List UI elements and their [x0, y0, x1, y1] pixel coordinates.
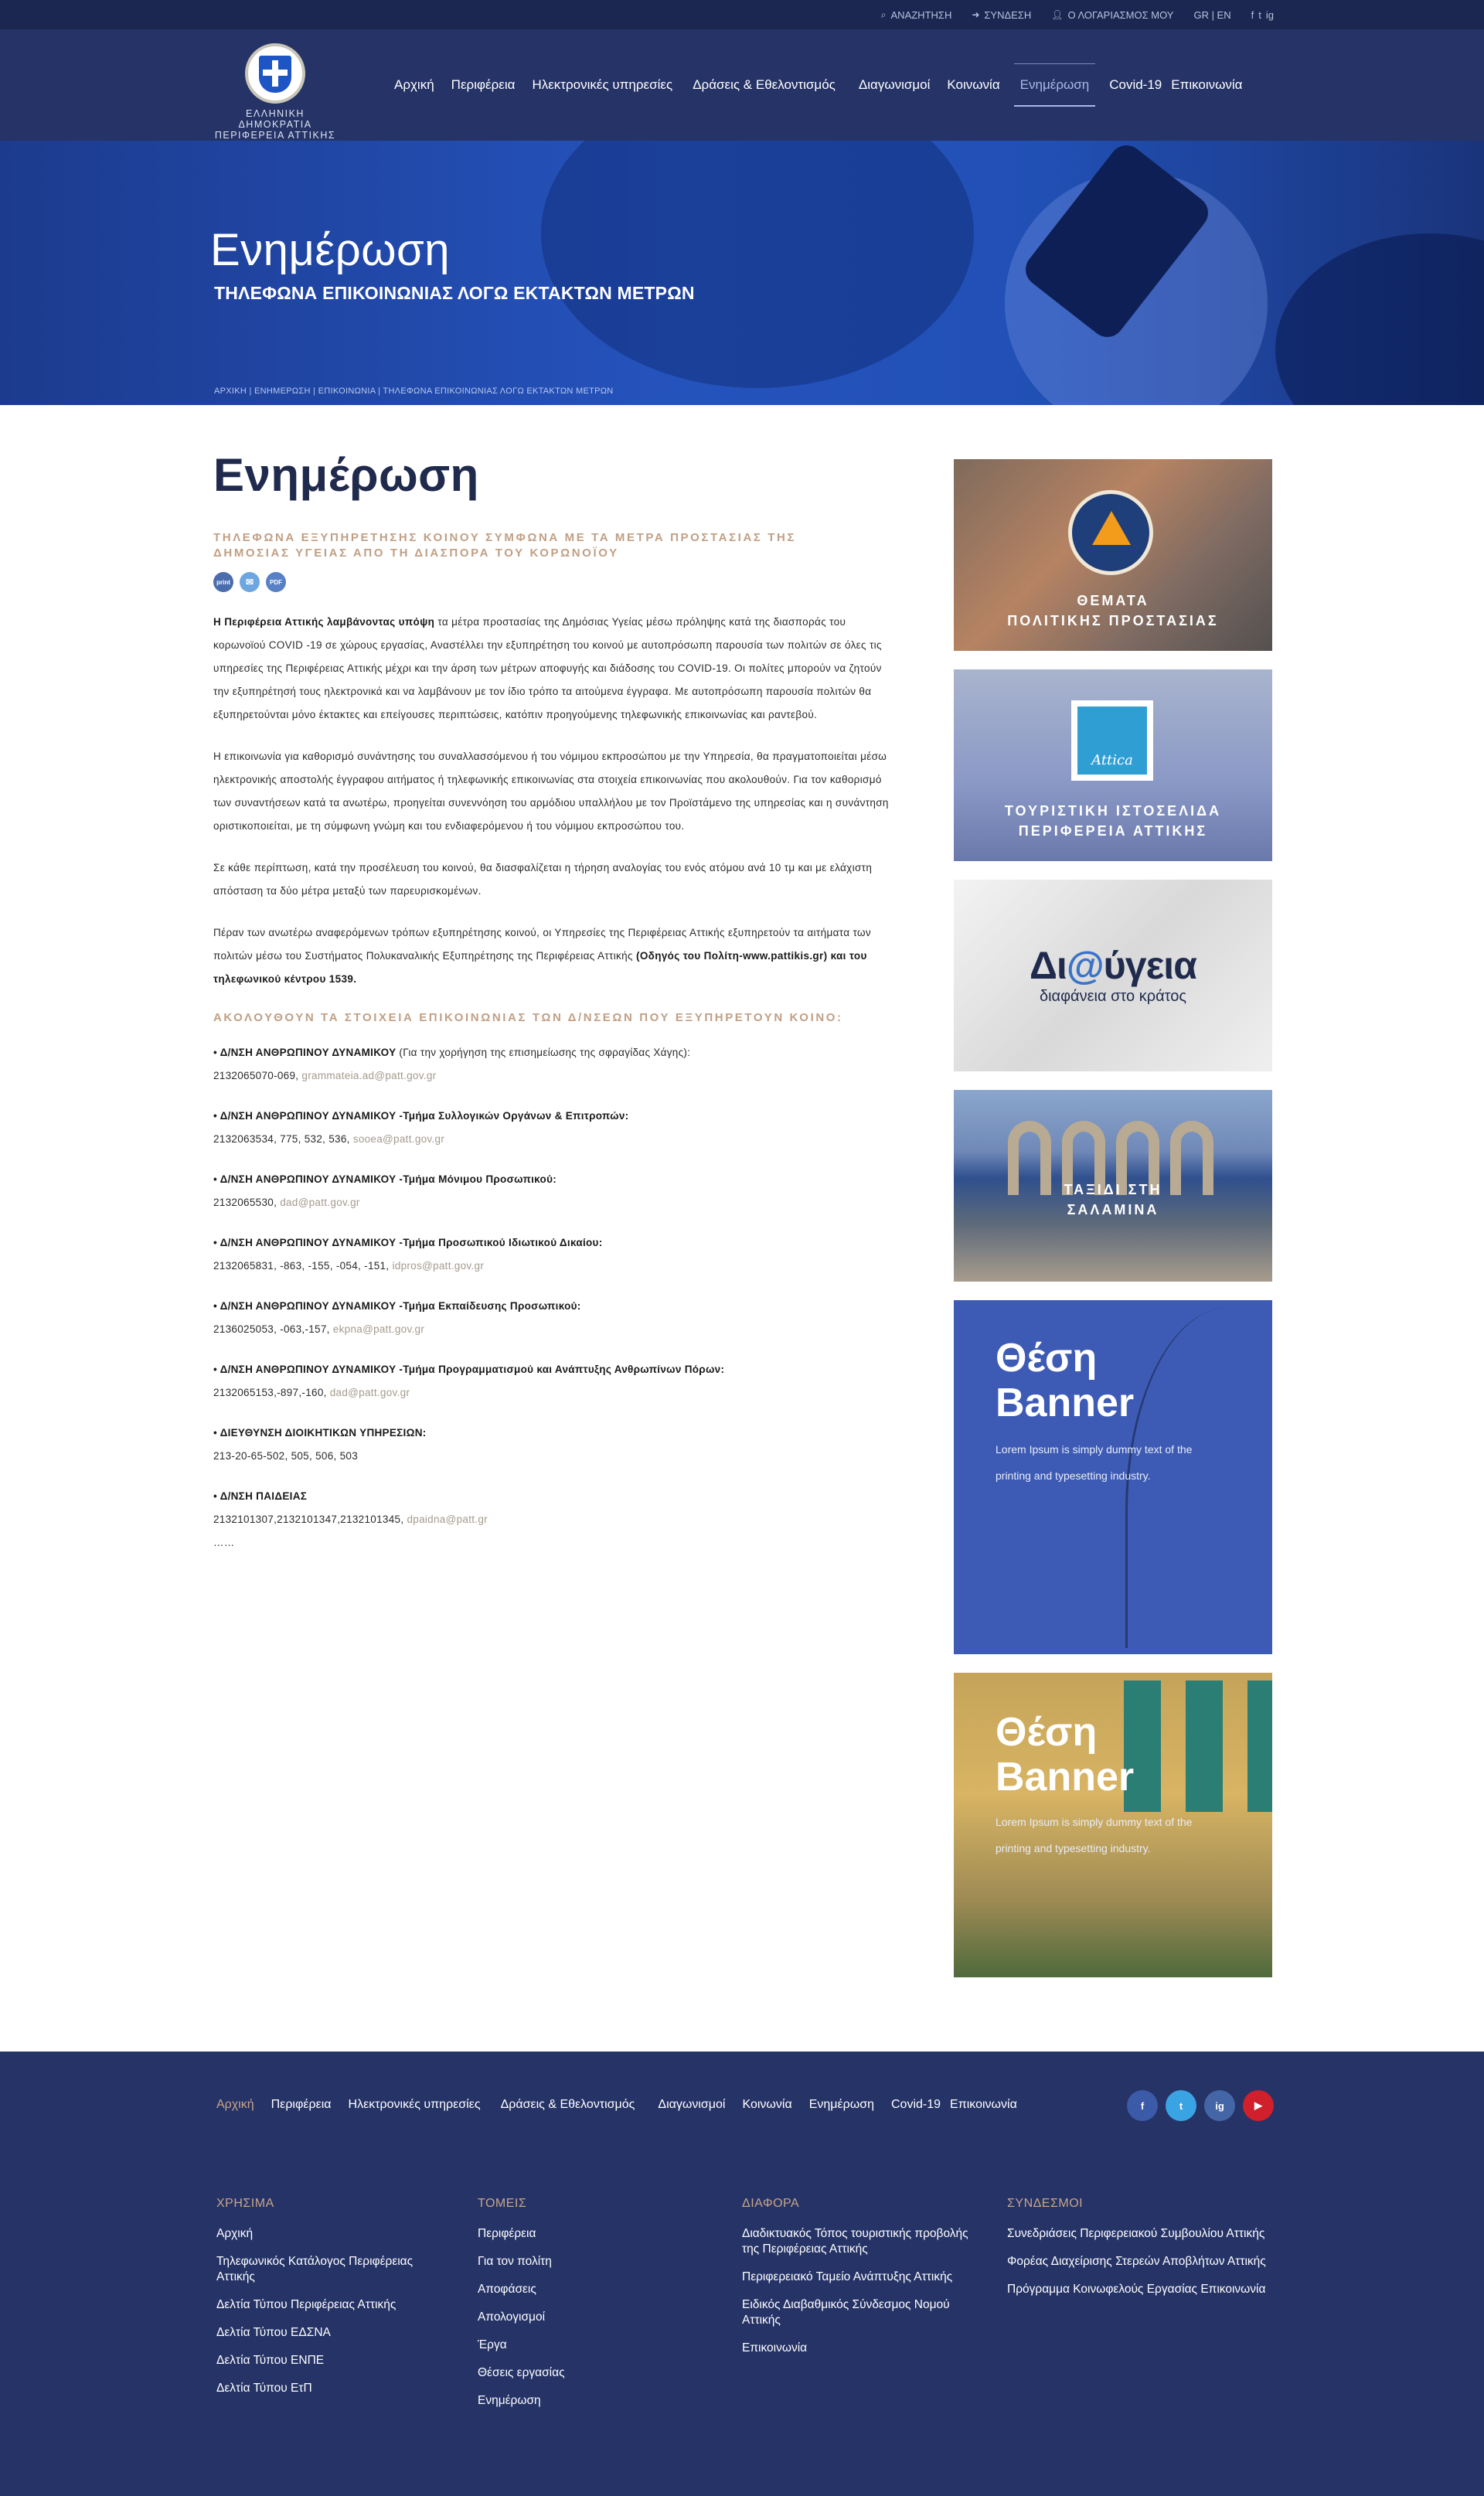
- civil-protection-emblem-icon: [1068, 490, 1153, 575]
- nav-actions-volunteering[interactable]: Δράσεις & Εθελοντισμός: [693, 77, 836, 92]
- civil-protection-card[interactable]: ΘΕΜΑΤΑ ΠΟΛΙΤΙΚΗΣ ΠΡΟΣΤΑΣΙΑΣ: [954, 459, 1272, 651]
- pdf-icon[interactable]: PDF: [266, 572, 286, 592]
- contact-item: • Δ/ΝΣΗ ΑΝΘΡΩΠΙΝΟΥ ΔΥΝΑΜΙΚΟΥ -Τμήμα Προγραμματισμού και Ανάπτυξης Ανθρωπίνων Πόρων: 2132065153,-897,-160, dad@patt.gov.gr: [213, 1364, 725, 1398]
- site-logo[interactable]: [213, 43, 337, 141]
- footer-social: [1127, 2090, 1274, 2121]
- account-link[interactable]: 👤︎ Ο ΛΟΓΑΡΙΑΣΜΟΣ ΜΟΥ: [1051, 9, 1174, 21]
- twitter-icon[interactable]: t: [1258, 9, 1261, 21]
- footer-link[interactable]: Έργα: [478, 2338, 507, 2351]
- footer-nav-covid[interactable]: Covid-19: [891, 2098, 941, 2111]
- article: [213, 448, 893, 1554]
- paragraph-1: Η Περιφέρεια Αττικής λαμβάνοντας υπόψη τα μέτρα προστασίας της Δημόσιας Υγείας μέσω πρόληψης κατά της διασποράς του κορωνοϊού COVID -19 σε χώρους εργασίας, Αναστέλλει την εξυπηρέτηση του κοινού με αυτοπρόσωπη παρουσία των πολιτών σε όλες τις υπηρεσίες της Περιφέρειας Αττικής μέχρι και την άρση των μέτρων αποφυγής και διάδοσης του COVID-19. Οι πολίτες μπορούν να ζητούν την εξυπηρέτησή τους ηλεκτρονικά και να λαμβάνουν με τον ίδιο τρόπο τα αιτούμενα έγγραφα. Με αυτοπρόσωπη παρουσία πολιτών θα εξυπηρετούνται μόνο έκτακτες και επείγουσες περιπτώσεις, κατόπιν προηγούμενης τηλεφωνικής επικοινωνίας και ραντεβού.: [213, 616, 882, 720]
- instagram-icon[interactable]: ig: [1265, 9, 1274, 21]
- search-icon: ⌕: [880, 9, 887, 20]
- page-title: Ενημέρωση: [213, 449, 479, 501]
- search-link[interactable]: ⌕ ΑΝΑΖΗΤΗΣΗ: [880, 9, 952, 21]
- nav-e-services[interactable]: Ηλεκτρονικές υπηρεσίες: [532, 77, 673, 92]
- paragraph-4: Πέραν των ανωτέρω αναφερόμενων τρόπων εξυπηρέτησης κοινού, οι Υπηρεσίες της Περιφέρειας Αττικής εξυπηρετούν τα αιτήματα των πολιτών μέσω του Συστήματος Πολυκαναλικής Εξυπηρέτησης της Περιφέρειας Αττικής (Οδηγός του Πολίτη-www.pattikis.gr) και του τηλεφωνικού κέντρου 1539.: [213, 927, 871, 985]
- diavgeia-logo: Δι@ύγεια: [1030, 944, 1196, 987]
- email-icon[interactable]: ✉: [240, 572, 260, 592]
- footer-nav-society[interactable]: Κοινωνία: [742, 2098, 792, 2111]
- nav-news[interactable]: Ενημέρωση: [1020, 71, 1090, 99]
- footer-link[interactable]: Επικοινωνία: [742, 2341, 808, 2355]
- contact-email[interactable]: sooea@patt.gov.gr: [352, 1133, 445, 1145]
- contacts-heading: ΑΚΟΛΟΥΘΟΥΝ ΤΑ ΣΤΟΙΧΕΙΑ ΕΠΙΚΟΙΝΩΝΙΑΣ ΤΩΝ Δ/ΝΣΕΩΝ ΠΟΥ ΕΞΥΠΗΡΕΤΟΥΝ ΚΟΙΝΟ:: [213, 1011, 843, 1024]
- utility-links: [881, 0, 1274, 29]
- tourism-site-card[interactable]: Attica ΤΟΥΡΙΣΤΙΚΗ ΙΣΤΟΣΕΛΙΔΑ ΠΕΡΙΦΕΡΕΙΑ ΑΤΤΙΚΗΣ: [954, 669, 1272, 861]
- footer-link[interactable]: Περιφερειακό Ταμείο Ανάπτυξης Αττικής: [742, 2270, 953, 2283]
- top-utility-bar: [0, 0, 1484, 29]
- nav-tenders[interactable]: Διαγωνισμοί: [858, 77, 931, 92]
- contact-item: • Δ/ΝΣΗ ΑΝΘΡΩΠΙΝΟΥ ΔΥΝΑΜΙΚΟΥ -Τμήμα Εκπαίδευσης Προσωπικού: 2136025053, -063,-157, ekpna@patt.gov.gr: [213, 1300, 581, 1335]
- share-tools: [213, 572, 893, 592]
- footer-link[interactable]: Φορέας Διαχείρισης Στερεών Αποβλήτων Αττικής: [1007, 2255, 1266, 2268]
- sidebar: [954, 459, 1272, 1996]
- footer-link[interactable]: Ενημέρωση: [478, 2394, 541, 2407]
- contact-email[interactable]: grammateia.ad@patt.gov.gr: [301, 1070, 437, 1081]
- print-icon[interactable]: print: [213, 572, 233, 592]
- footer-nav-home[interactable]: Αρχική: [216, 2098, 254, 2111]
- banner-slot-2[interactable]: Θέση Banner Lorem Ipsum is simply dummy text of the printing and typesetting industry.: [954, 1673, 1272, 1977]
- contact-item: • ΔΙΕΥΘΥΝΣΗ ΔΙΟΙΚΗΤΙΚΩΝ ΥΠΗΡΕΣΙΩΝ: 213-20-65-502, 505, 506, 503: [213, 1427, 427, 1462]
- paragraph-3: Σε κάθε περίπτωση, κατά την προσέλευση του κοινού, θα διασφαλίζεται η τήρηση αναλογίας του ενός ατόμου ανά 10 τμ και με ελάχιστη απόσταση τα δύο μέτρα μεταξύ των παρευρισκομένων.: [213, 862, 873, 897]
- nav-home[interactable]: Αρχική: [394, 77, 434, 92]
- footer-link[interactable]: Απολογισμοί: [478, 2310, 546, 2324]
- footer-link[interactable]: Δελτία Τύπου ΕτΠ: [216, 2382, 312, 2395]
- twitter-icon[interactable]: t: [1166, 2090, 1196, 2121]
- greek-coat-of-arms-icon: [245, 43, 305, 104]
- logo-line-2: ΠΕΡΙΦΕΡΕΙΑ ΑΤΤΙΚΗΣ: [214, 130, 336, 141]
- footer-link[interactable]: Δελτία Τύπου Περιφέρειας Αττικής: [216, 2298, 397, 2311]
- footer-col-links: ΣΥΝΔΕΣΜΟΙ Συνεδριάσεις Περιφερειακού Συμβουλίου Αττικής Φορέας Διαχείρισης Στερεών Αποβλήτων Αττικής Πρόγραμμα Κοινωφελούς Εργασίας Επικοινωνία: [1007, 2197, 1270, 2310]
- diavgeia-card[interactable]: [954, 880, 1272, 1071]
- article-subtitle: ΤΗΛΕΦΩΝΑ ΕΞΥΠΗΡΕΤΗΣΗΣ ΚΟΙΝΟΥ ΣΥΜΦΩΝΑ ΜΕ ΤΑ ΜΕΤΡΑ ΠΡΟΣΤΑΣΙΑΣ ΤΗΣ ΔΗΜΟΣΙΑΣ ΥΓΕΙΑΣ ΑΠΟ ΤΗ ΔΙΑΣΠΟΡΑ ΤΟΥ ΚΟΡΩΝΟΪΟΥ: [213, 531, 797, 560]
- footer-nav-actions[interactable]: Δράσεις & Εθελοντισμός: [500, 2098, 635, 2111]
- footer-link[interactable]: Για τον πολίτη: [478, 2255, 552, 2268]
- footer-link[interactable]: Αποφάσεις: [478, 2283, 536, 2296]
- facebook-icon[interactable]: f: [1251, 9, 1254, 21]
- footer-nav-contact[interactable]: Επικοινωνία: [950, 2098, 1017, 2111]
- hero-subtitle: ΤΗΛΕΦΩΝΑ ΕΠΙΚΟΙΝΩΝΙΑΣ ΛΟΓΩ ΕΚΤΑΚΤΩΝ ΜΕΤΡΩΝ: [214, 283, 695, 303]
- diavgeia-tagline: διαφάνεια στο κράτος: [1039, 988, 1187, 1005]
- logo-line-1: ΕΛΛΗΝΙΚΗ ΔΗΜΟΚΡΑΤΙΑ: [238, 108, 312, 130]
- contact-item: • Δ/ΝΣΗ ΑΝΘΡΩΠΙΝΟΥ ΔΥΝΑΜΙΚΟΥ -Τμήμα Προσωπικού Ιδιωτικού Δικαίου: 2132065831, -863, -155, -054, -151, idpros@patt.gov.gr: [213, 1237, 603, 1272]
- footer-link[interactable]: Πρόγραμμα Κοινωφελούς Εργασίας Επικοινωνία: [1007, 2283, 1266, 2296]
- site-footer: [0, 2052, 1484, 2496]
- footer-link[interactable]: Περιφέρεια: [478, 2227, 536, 2240]
- nav-region[interactable]: Περιφέρεια: [451, 77, 516, 92]
- hero-banner: [0, 141, 1484, 405]
- footer-nav-region[interactable]: Περιφέρεια: [271, 2098, 332, 2111]
- site-header: [0, 29, 1484, 141]
- footer-nav-news[interactable]: Ενημέρωση: [808, 2098, 874, 2111]
- nav-society[interactable]: Κοινωνία: [947, 77, 1000, 92]
- contact-item: • Δ/ΝΣΗ ΑΝΘΡΩΠΙΝΟΥ ΔΥΝΑΜΙΚΟΥ -Τμήμα Μόνιμου Προσωπικού: 2132065530, dad@patt.gov.gr: [213, 1173, 557, 1208]
- attica-logo: Attica: [1071, 700, 1153, 781]
- paragraph-2: Η επικοινωνία για καθορισμό συνάντησης του συναλλασσόμενου ή του νόμιμου εκπροσώπου με την Υπηρεσία, θα πραγματοποιείται μέσω ηλεκτρονικής αποστολής έγγραφου αιτήματος ή τηλεφωνικής επικοινωνίας στα στοιχεία επικοινωνίας που ακολουθούν. Για τον καθορισμό των συναντήσεων κατά τα ανωτέρω, προηγείται συνεννόηση του αρμόδιου υπαλλήλου με τον Προϊστάμενο της υπηρεσίας και η συνάντηση οριστικοποιείται, με τη σύμφωνη γνώμη και του ενδιαφερόμενου ή του νόμιμου εκπροσώπου του.: [213, 751, 889, 832]
- contact-email[interactable]: dad@patt.gov.gr: [329, 1387, 410, 1398]
- footer-nav: [216, 2098, 1034, 2112]
- footer-nav-e-services[interactable]: Ηλεκτρονικές υπηρεσίες: [348, 2098, 481, 2111]
- footer-nav-tenders[interactable]: Διαγωνισμοί: [658, 2098, 726, 2111]
- footer-link[interactable]: Ειδικός Διαβαθμικός Σύνδεσμος Νομού Αττικής: [742, 2298, 950, 2327]
- contact-item: • Δ/ΝΣΗ ΑΝΘΡΩΠΙΝΟΥ ΔΥΝΑΜΙΚΟΥ (Για την χορήγηση της επισημείωσης της σφραγίδας Χάγης): 2132065070-069, grammateia.ad@patt.gov.gr: [213, 1047, 691, 1081]
- footer-link[interactable]: Διαδικτυακός Τόπος τουριστικής προβολής της Περιφέρειας Αττικής: [742, 2227, 968, 2256]
- contact-item: • Δ/ΝΣΗ ΑΝΘΡΩΠΙΝΟΥ ΔΥΝΑΜΙΚΟΥ -Τμήμα Συλλογικών Οργάνων & Επιτροπών: 2132063534, 775, 532, 536, sooea@patt.gov.gr: [213, 1110, 629, 1145]
- login-link[interactable]: ➜ ΣΥΝΔΕΣΗ: [972, 9, 1032, 21]
- facebook-icon[interactable]: f: [1127, 2090, 1158, 2121]
- language-switch[interactable]: GR | EN: [1193, 9, 1231, 21]
- footer-link[interactable]: Αρχική: [216, 2227, 254, 2240]
- contact-email[interactable]: ekpna@patt.gov.gr: [332, 1323, 425, 1335]
- footer-col-sectors: ΤΟΜΕΙΣ Περιφέρεια Για τον πολίτη Αποφάσεις Απολογισμοί Έργα Θέσεις εργασίας Ενημέρωση: [478, 2197, 710, 2421]
- contact-email[interactable]: idpros@patt.gov.gr: [392, 1260, 485, 1272]
- contact-item: • Δ/ΝΣΗ ΠΑΙΔΕΙΑΣ 2132101307,2132101347,2132101345, dpaidna@patt.gr ……: [213, 1490, 488, 1548]
- breadcrumb[interactable]: ΑΡΧΙΚΗ | ΕΝΗΜΕΡΩΣΗ | ΕΠΙΚΟΙΝΩΝΙΑ | ΤΗΛΕΦΩΝΑ ΕΠΙΚΟΙΝΩΝΙΑΣ ΛΟΓΩ ΕΚΤΑΚΤΩΝ ΜΕΤΡΩΝ: [214, 386, 614, 396]
- footer-link[interactable]: Δελτία Τύπου ΕΝΠΕ: [216, 2354, 325, 2367]
- user-icon: 👤︎: [1051, 9, 1064, 20]
- footer-link[interactable]: Τηλεφωνικός Κατάλογος Περιφέρειας Αττικής: [216, 2255, 414, 2283]
- nav-covid[interactable]: Covid-19: [1109, 77, 1162, 92]
- footer-link[interactable]: Δελτία Τύπου ΕΔΣΝΑ: [216, 2326, 331, 2339]
- instagram-icon[interactable]: ig: [1204, 2090, 1235, 2121]
- footer-link[interactable]: Θέσεις εργασίας: [478, 2366, 565, 2379]
- footer-col-useful: ΧΡΗΣΙΜΑ Αρχική Τηλεφωνικός Κατάλογος Περιφέρειας Αττικής Δελτία Τύπου Περιφέρειας Αττικής Δελτία Τύπου ΕΔΣΝΑ Δελτία Τύπου ΕΝΠΕ Δελτία Τύπου ΕτΠ: [216, 2197, 441, 2409]
- salamina-card[interactable]: ΤΑΞΙΔΙ ΣΤΗ ΣΑΛΑΜΙΝΑ: [954, 1090, 1272, 1282]
- nav-contact[interactable]: Επικοινωνία: [1171, 77, 1243, 92]
- login-arrow-icon: ➜: [972, 9, 980, 20]
- footer-col-misc: ΔΙΑΦΟΡΑ Διαδικτυακός Τόπος τουριστικής προβολής της Περιφέρειας Αττικής Περιφερειακό Ταμείο Ανάπτυξης Αττικής Ειδικός Διαβαθμικός Σύνδεσμος Νομού Αττικής Επικοινωνία: [742, 2197, 982, 2368]
- hero-title: Ενημέρωση: [210, 225, 451, 275]
- footer-link[interactable]: Συνεδριάσεις Περιφερειακού Συμβουλίου Αττικής: [1007, 2227, 1265, 2240]
- banner-slot-1[interactable]: Θέση Banner Lorem Ipsum is simply dummy text of the printing and typesetting industry.: [954, 1300, 1272, 1654]
- main-nav: [394, 29, 1260, 141]
- contact-email[interactable]: dad@patt.gov.gr: [280, 1197, 360, 1208]
- youtube-icon[interactable]: ▶: [1243, 2090, 1274, 2121]
- top-social-links: [1251, 9, 1274, 21]
- contact-email[interactable]: dpaidna@patt.gr: [407, 1514, 488, 1525]
